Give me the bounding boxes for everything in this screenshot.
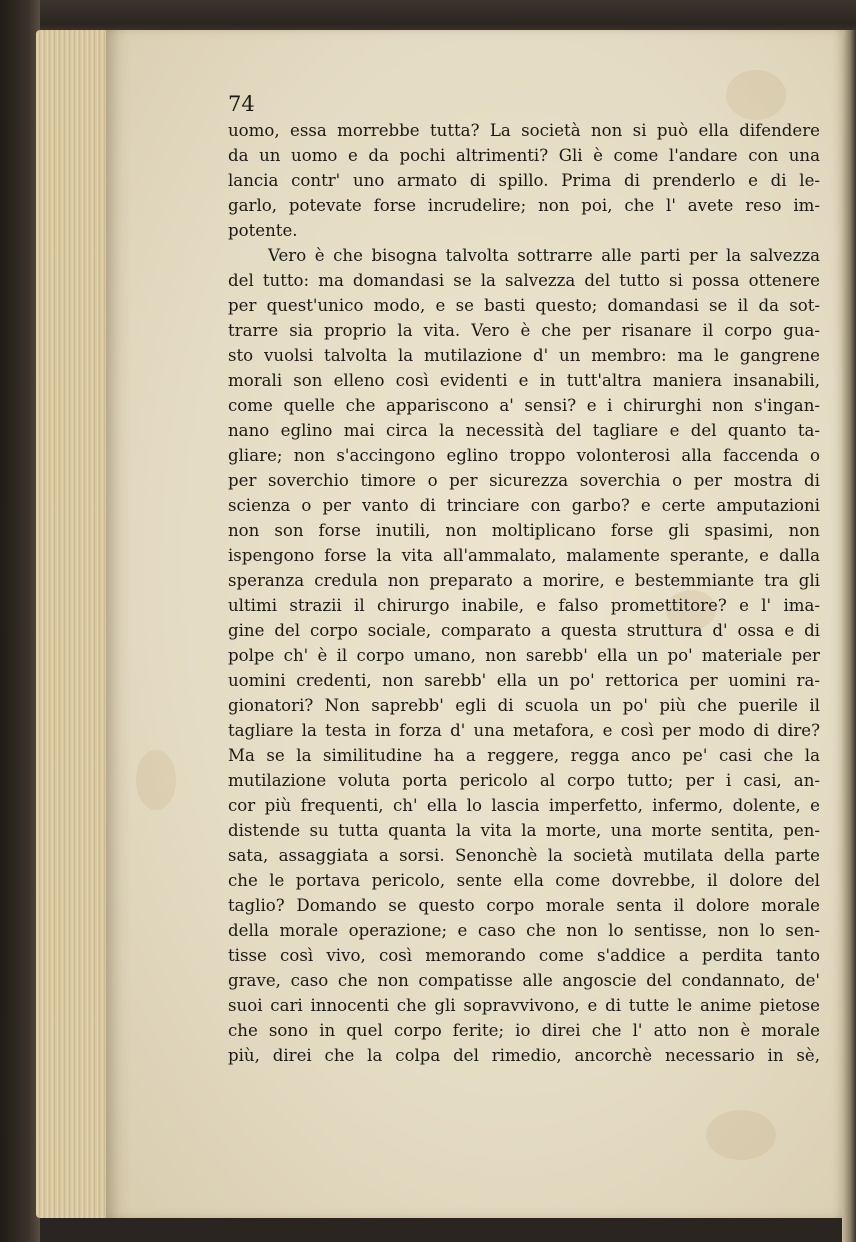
text-line: da un uomo e da pochi altrimenti? Gli è come l'andare con una xyxy=(228,146,820,165)
text-line: tisse così vivo, così memorando come s'addice a perdita tanto xyxy=(228,946,820,965)
text-line: gine del corpo sociale, comparato a questa struttura d' ossa e di xyxy=(228,621,820,640)
text-line: nano eglino mai circa la necessità del tagliare e del quanto ta- xyxy=(228,421,820,440)
text-line: trarre sia proprio la vita. Vero è che per risanare il corpo gua- xyxy=(228,321,820,340)
text-line: della morale operazione; e caso che non lo sentisse, non lo sen- xyxy=(228,921,820,940)
book-page xyxy=(106,30,842,1218)
text-line: sto vuolsi talvolta la mutilazione d' un membro: ma le gangrene xyxy=(228,346,820,365)
page-number: 74 xyxy=(228,92,255,116)
text-line: suoi cari innocenti che gli sopravvivono, e di tutte le anime pietose xyxy=(228,996,820,1015)
text-line: ultimi strazii il chirurgo inabile, e falso promettitore? e l' ima- xyxy=(228,596,820,615)
paper-stain xyxy=(706,1110,776,1160)
page-edges xyxy=(36,30,114,1218)
text-line: cor più frequenti, ch' ella lo lascia imperfetto, infermo, dolente, e xyxy=(228,796,820,815)
text-line: polpe ch' è il corpo umano, non sarebb' ella un po' materiale per xyxy=(228,646,820,665)
text-line: che sono in quel corpo ferite; io direi che l' atto non è morale xyxy=(228,1021,820,1040)
text-line: Vero è che bisogna talvolta sottrarre alle parti per la salvezza xyxy=(268,246,820,265)
book-cover-right xyxy=(842,30,856,1242)
text-line: tagliare la testa in forza d' una metafora, e così per modo di dire? xyxy=(228,721,820,740)
text-line: per soverchio timore o per sicurezza soverchia o per mostra di xyxy=(228,471,820,490)
text-line: morali son elleno così evidenti e in tutt'altra maniera insanabili, xyxy=(228,371,820,390)
text-line: grave, caso che non compatisse alle angoscie del condannato, de' xyxy=(228,971,820,990)
text-line: che le portava pericolo, sente ella come dovrebbe, il dolore del xyxy=(228,871,820,890)
text-line: sata, assaggiata a sorsi. Senonchè la società mutilata della parte xyxy=(228,846,820,865)
paper-stain xyxy=(726,70,786,120)
book-cover-left xyxy=(0,0,40,1242)
text-line: non son forse inutili, non moltiplicano forse gli spasimi, non xyxy=(228,521,820,540)
text-line: uomo, essa morrebbe tutta? La società non si può ella difendere xyxy=(228,121,820,140)
text-line: ispengono forse la vita all'ammalato, malamente sperante, e dalla xyxy=(228,546,820,565)
text-line: taglio? Domando se questo corpo morale senta il dolore morale xyxy=(228,896,820,915)
text-line: Ma se la similitudine ha a reggere, regga anco pe' casi che la xyxy=(228,746,820,765)
text-line: lancia contr' uno armato di spillo. Prima di prenderlo e di le- xyxy=(228,171,820,190)
text-line: più, direi che la colpa del rimedio, ancorchè necessario in sè, xyxy=(228,1046,820,1065)
text-line: gionatori? Non saprebb' egli di scuola un po' più che puerile il xyxy=(228,696,820,715)
body-text xyxy=(228,118,820,1068)
paper-stain xyxy=(136,750,176,810)
text-line: gliare; non s'accingono eglino troppo volonterosi alla faccenda o xyxy=(228,446,820,465)
text-line: potente. xyxy=(228,221,298,240)
text-line: scienza o per vanto di trinciare con garbo? e certe amputazioni xyxy=(228,496,820,515)
text-line: speranza credula non preparato a morire, e bestemmiante tra gli xyxy=(228,571,820,590)
text-line: mutilazione voluta porta pericolo al corpo tutto; per i casi, an- xyxy=(228,771,820,790)
text-line: garlo, potevate forse incrudelire; non poi, che l' avete reso im- xyxy=(228,196,820,215)
text-line: come quelle che appariscono a' sensi? e i chirurghi non s'ingan- xyxy=(228,396,820,415)
text-line: distende su tutta quanta la vita la morte, una morte sentita, pen- xyxy=(228,821,820,840)
text-line: per quest'unico modo, e se basti questo; domandasi se il da sot- xyxy=(228,296,820,315)
text-line: uomini credenti, non sarebb' ella un po' rettorica per uomini ra- xyxy=(228,671,820,690)
text-line: del tutto: ma domandasi se la salvezza del tutto si possa ottenere xyxy=(228,271,820,290)
